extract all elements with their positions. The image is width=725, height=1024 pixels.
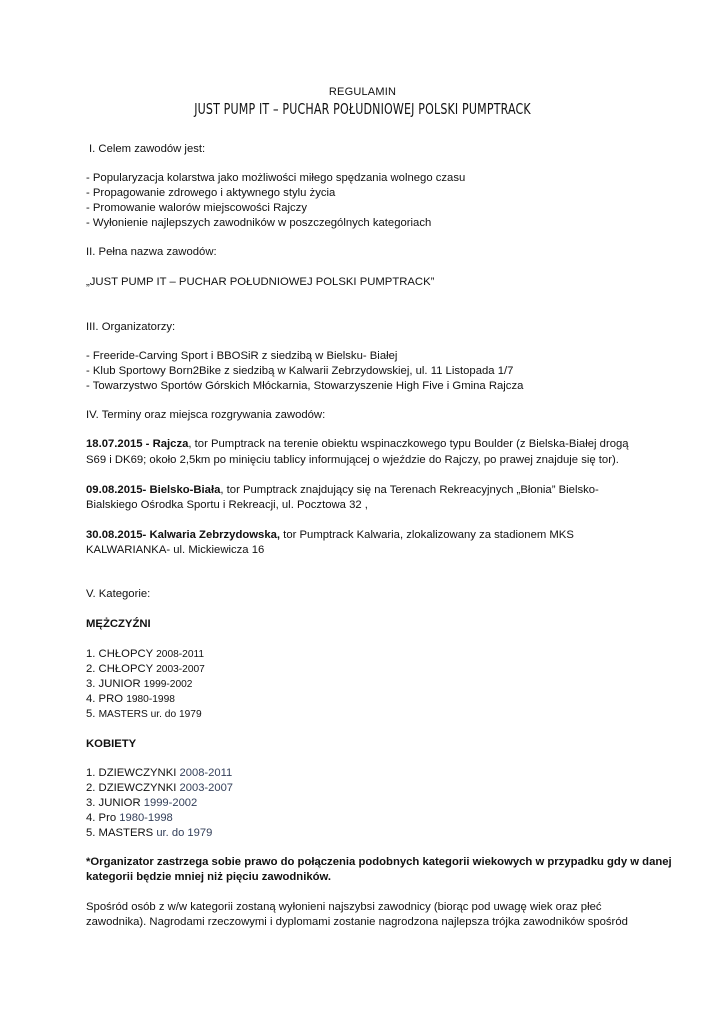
- category-label: 4. PRO: [86, 693, 127, 705]
- final-paragraph-line-1: Spośród osób z w/w kategorii zostaną wyłonieni najszybsi zawodnicy (biorąc pod uwagę wiek oraz płeć: [86, 901, 602, 913]
- category-years: 2008-2011: [179, 767, 233, 779]
- final-paragraph-line-2: zawodnika). Nagrodami rzeczowymi i dyplomami zostanie nagrodzona najlepsza trójka zawodników spośród: [86, 916, 628, 928]
- category-item: [86, 766, 232, 781]
- category-years: ur. do 1979: [156, 827, 213, 839]
- category-label: 3. JUNIOR: [86, 797, 144, 809]
- list-item: - Klub Sportowy Born2Bike z siedzibą w Kalwarii Zebrzydowskiej, ul. 11 Listopada 1/7: [86, 365, 514, 377]
- category-label: 4. Pro: [86, 812, 120, 824]
- event-1-line-2: S69 i DK69; około 2,5km po minięciu tablicy informującej o wjeździe do Rajczy, po prawej znajduje się tor).: [86, 454, 619, 466]
- category-label: 1. DZIEWCZYNKI: [86, 767, 180, 779]
- category-label: 5.: [86, 708, 99, 720]
- event-date-place: 09.08.2015- Bielsko-Biała: [86, 484, 221, 496]
- category-item: [86, 707, 202, 722]
- category-years: 1999-2002: [143, 797, 198, 809]
- category-label: 5. MASTERS: [86, 827, 157, 839]
- category-years: 1980-1998: [126, 694, 175, 705]
- event-date-place: 30.08.2015- Kalwaria Zebrzydowska,: [86, 529, 281, 541]
- doc-title: JUST PUMP IT – PUCHAR POŁUDNIOWEJ POLSKI PUMPTRACK: [194, 100, 531, 118]
- category-label: 1. CHŁOPCY: [86, 648, 157, 660]
- section-1-heading: I. Celem zawodów jest:: [89, 143, 206, 155]
- category-label: 3. JUNIOR: [86, 678, 144, 690]
- category-years: 2003-2007: [156, 664, 205, 675]
- event-description: , tor Pumptrack znajdujący się na Terenach Rekreacyjnych „Błonia” Bielsko-: [220, 484, 599, 496]
- list-item: - Promowanie walorów miejscowości Rajczy: [86, 202, 307, 214]
- category-item: [86, 662, 205, 677]
- category-item: [86, 826, 212, 841]
- category-item: [86, 692, 175, 707]
- category-years: 1980-1998: [119, 812, 173, 824]
- event-2-line-1: [86, 483, 599, 498]
- list-item: - Freeride-Carving Sport i BBOSiR z siedzibą w Bielsku- Białej: [86, 350, 398, 362]
- event-3-line-1: [86, 528, 574, 543]
- women-heading: KOBIETY: [86, 738, 137, 750]
- event-description: , tor Pumptrack na terenie obiektu wspinaczkowego typu Boulder (z Bielska-Białej drogą: [188, 438, 629, 450]
- category-label: 2. CHŁOPCY: [86, 663, 157, 675]
- category-item: [86, 677, 192, 692]
- section-4-heading: IV. Terminy oraz miejsca rozgrywania zawodów:: [86, 409, 326, 421]
- event-2-line-2: Bialskiego Ośrodka Sportu i Rekreacji, ul. Pocztowa 32 ,: [86, 499, 368, 511]
- event-3-line-2: KALWARIANKA- ul. Mickiewicza 16: [86, 544, 265, 556]
- section-2-heading: II. Pełna nazwa zawodów:: [86, 246, 217, 258]
- category-item: [86, 811, 173, 826]
- category-years: 1999-2002: [143, 679, 193, 690]
- event-date-place: 18.07.2015 - Rajcza: [86, 438, 189, 450]
- category-years: 2008-2011: [156, 649, 205, 660]
- category-item: [86, 647, 204, 662]
- organizer-note-line-2: kategorii będzie mniej niż pięciu zawodników.: [86, 871, 332, 883]
- men-heading: MĘŻCZYŹNI: [86, 618, 151, 630]
- event-1-line-1: [86, 437, 629, 452]
- section-5-heading: V. Kategorie:: [86, 588, 151, 600]
- category-label: 2. DZIEWCZYNKI: [86, 782, 180, 794]
- doc-label: REGULAMIN: [328, 86, 397, 98]
- category-years: MASTERS ur. do 1979: [98, 709, 202, 720]
- list-item: - Towarzystwo Sportów Górskich Młóckarnia, Stowarzyszenie High Five i Gmina Rajcza: [86, 380, 524, 392]
- organizer-note-line-1: *Organizator zastrzega sobie prawo do połączenia podobnych kategorii wiekowych w przypadku gdy w danej: [86, 856, 672, 868]
- competition-name: „JUST PUMP IT – PUCHAR POŁUDNIOWEJ POLSKI PUMPTRACK”: [86, 276, 435, 288]
- list-item: - Popularyzacja kolarstwa jako możliwości miłego spędzania wolnego czasu: [86, 172, 466, 184]
- event-description: tor Pumptrack Kalwaria, zlokalizowany za stadionem MKS: [280, 529, 574, 541]
- list-item: - Wyłonienie najlepszych zawodników w poszczególnych kategoriach: [86, 217, 432, 229]
- category-item: [86, 796, 197, 811]
- category-item: [86, 781, 233, 796]
- category-years: 2003-2007: [179, 782, 234, 794]
- section-3-heading: III. Organizatorzy:: [86, 321, 176, 333]
- list-item: - Propagowanie zdrowego i aktywnego stylu życia: [86, 187, 336, 199]
